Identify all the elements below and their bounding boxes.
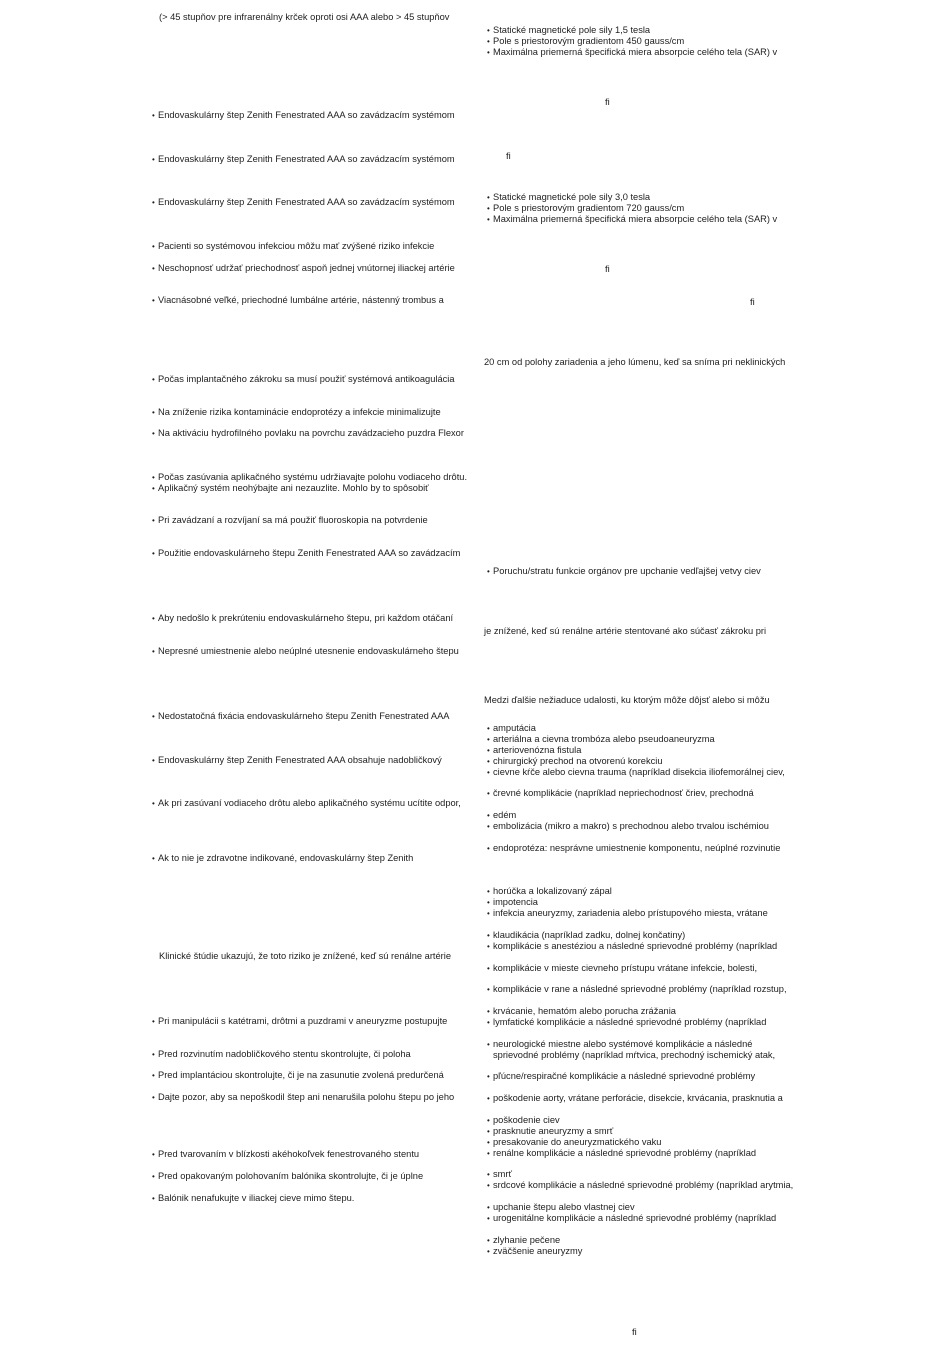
bullet-item: • Statické magnetické pole sily 3,0 tesla (487, 192, 650, 203)
bullet-item: • Pred opakovaným polohovaním balónika skontrolujte, či je úplne (152, 1171, 423, 1182)
bullet-item: • Endovaskulárny štep Zenith Fenestrated AAA so zavádzacím systémom (152, 197, 455, 208)
bullet-item: • urogenitálne komplikácie a následné sprievodné problémy (napríklad (487, 1213, 776, 1224)
bullet-item: • Pred tvarovaním v blízkosti akéhokoľvek fenestrovaného stentu (152, 1149, 419, 1160)
text-line: sprievodné problémy (napríklad mŕtvica, prechodný ischemický atak, (493, 1050, 776, 1060)
bullet-item: • Použitie endovaskulárneho štepu Zenith Fenestrated AAA so zavádzacím (152, 548, 460, 559)
bullet-item: • Endovaskulárny štep Zenith Fenestrated AAA so zavádzacím systémom (152, 154, 455, 165)
bullet-item: • horúčka a lokalizovaný zápal (487, 886, 612, 897)
bullet-item: • Balónik nenafukujte v iliackej cieve mimo štepu. (152, 1193, 354, 1204)
bullet-item: • Nepresné umiestnenie alebo neúplné utesnenie endovaskulárneho štepu (152, 646, 459, 657)
text-line: Medzi ďalšie nežiaduce udalosti, ku ktorým môže dôjsť alebo si môžu (484, 695, 770, 705)
bullet-item: • embolizácia (mikro a makro) s prechodnou alebo trvalou ischémiou (487, 821, 769, 832)
bullet-item: • Nedostatočná fixácia endovaskulárneho štepu Zenith Fenestrated AAA (152, 711, 450, 722)
bullet-item: • Na aktiváciu hydrofilného povlaku na povrchu zavádzacieho puzdra Flexor (152, 428, 464, 439)
bullet-item: • Pri zavádzaní a rozvíjaní sa má použiť fluoroskopia na potvrdenie (152, 515, 428, 526)
bullet-item: • krvácanie, hematóm alebo porucha zrážania (487, 1006, 676, 1017)
bullet-item: • arteriovenózna fistula (487, 745, 581, 756)
bullet-item: • zlyhanie pečene (487, 1235, 560, 1246)
bullet-item: • klaudikácia (napríklad zadku, dolnej končatiny) (487, 930, 685, 941)
bullet-item: • impotencia (487, 897, 538, 908)
ligature-glyph: fi (605, 264, 610, 275)
ligature-glyph: fi (506, 151, 511, 162)
bullet-item: • upchanie štepu alebo vlastnej ciev (487, 1202, 635, 1213)
bullet-item: • Viacnásobné veľké, priechodné lumbálne artérie, nástenný trombus a (152, 295, 444, 306)
ligature-glyph: fi (750, 297, 755, 308)
bullet-item: • komplikácie s anestéziou a následné sprievodné problémy (napríklad (487, 941, 777, 952)
bullet-item: • arteriálna a cievna trombóza alebo pseudoaneuryzma (487, 734, 715, 745)
bullet-item: • prasknutie aneuryzmy a smrť (487, 1126, 613, 1137)
bullet-item: • Poruchu/stratu funkcie orgánov pre upchanie vedľajšej vetvy ciev (487, 566, 761, 577)
bullet-item: • Pole s priestorovým gradientom 720 gauss/cm (487, 203, 684, 214)
text-line: (> 45 stupňov pre infrarenálny krček oproti osi AAA alebo > 45 stupňov (159, 12, 450, 22)
bullet-item: • Pred rozvinutím nadobličkového stentu skontrolujte, či poloha (152, 1049, 411, 1060)
bullet-item: • neurologické miestne alebo systémové komplikácie a následné (487, 1039, 752, 1050)
bullet-item: • endoprotéza: nesprávne umiestnenie komponentu, neúplné rozvinutie (487, 843, 780, 854)
bullet-item: • amputácia (487, 723, 536, 734)
bullet-item: • Aby nedošlo k prekrúteniu endovaskulárneho štepu, pri každom otáčaní (152, 613, 453, 624)
bullet-item: • Pred implantáciou skontrolujte, či je na zasunutie zvolená predurčená (152, 1070, 444, 1081)
bullet-item: • lymfatické komplikácie a následné sprievodné problémy (napríklad (487, 1017, 766, 1028)
bullet-item: • smrť (487, 1169, 512, 1180)
bullet-item: • renálne komplikácie a následné sprievodné problémy (napríklad (487, 1148, 756, 1159)
bullet-item: • zväčšenie aneuryzmy (487, 1246, 582, 1257)
bullet-item: • Endovaskulárny štep Zenith Fenestrated AAA so zavádzacím systémom (152, 110, 455, 121)
bullet-item: • Maximálna priemerná špecifická miera absorpcie celého tela (SAR) v (487, 214, 777, 225)
bullet-item: • Pole s priestorovým gradientom 450 gauss/cm (487, 36, 684, 47)
bullet-item: • Pri manipulácii s katétrami, drôtmi a puzdrami v aneuryzme postupujte (152, 1016, 447, 1027)
bullet-item: • Dajte pozor, aby sa nepoškodil štep ani nenarušila polohu štepu po jeho (152, 1092, 454, 1103)
bullet-item: • srdcové komplikácie a následné sprievodné problémy (napríklad arytmia, (487, 1180, 793, 1191)
text-line: 20 cm od polohy zariadenia a jeho lúmenu, keď sa sníma pri neklinických (484, 357, 786, 367)
bullet-item: • Ak pri zasúvaní vodiaceho drôtu alebo aplikačného systému ucítite odpor, (152, 798, 461, 809)
bullet-item: • poškodenie aorty, vrátane perforácie, disekcie, krvácania, prasknutia a (487, 1093, 783, 1104)
bullet-item: • Statické magnetické pole sily 1,5 tesla (487, 25, 650, 36)
bullet-item: • Aplikačný systém neohýbajte ani nezauzlite. Mohlo by to spôsobiť (152, 483, 429, 494)
bullet-item: • poškodenie ciev (487, 1115, 560, 1126)
bullet-item: • chirurgický prechod na otvorenú korekciu (487, 756, 663, 767)
bullet-item: • komplikácie v rane a následné sprievodné problémy (napríklad rozstup, (487, 984, 787, 995)
bullet-item: • infekcia aneuryzmy, zariadenia alebo prístupového miesta, vrátane (487, 908, 768, 919)
bullet-item: • Počas zasúvania aplikačného systému udržiavajte polohu vodiaceho drôtu. (152, 472, 467, 483)
bullet-item: • edém (487, 810, 516, 821)
bullet-item: • Na zníženie rizika kontaminácie endoprotézy a infekcie minimalizujte (152, 407, 441, 418)
text-line: je znížené, keď sú renálne artérie stentované ako súčasť zákroku pri (484, 626, 767, 636)
ligature-glyph: fi (632, 1327, 637, 1338)
text-line: Klinické štúdie ukazujú, že toto riziko je znížené, keď sú renálne artérie (159, 951, 452, 961)
bullet-item: • Neschopnosť udržať priechodnosť aspoň jednej vnútornej iliackej artérie (152, 263, 455, 274)
bullet-item: • presakovanie do aneuryzmatického vaku (487, 1137, 661, 1148)
bullet-item: • pľúcne/respiračné komplikácie a následné sprievodné problémy (487, 1071, 755, 1082)
bullet-item: • črevné komplikácie (napríklad nepriechodnosť čriev, prechodná (487, 788, 754, 799)
bullet-item: • komplikácie v mieste cievneho prístupu vrátane infekcie, bolesti, (487, 963, 757, 974)
ligature-glyph: fi (605, 97, 610, 108)
bullet-item: • Maximálna priemerná špecifická miera absorpcie celého tela (SAR) v (487, 47, 777, 58)
bullet-item: • Pacienti so systémovou infekciou môžu mať zvýšené riziko infekcie (152, 241, 434, 252)
bullet-item: • cievne kŕče alebo cievna trauma (napríklad disekcia iliofemorálnej ciev, (487, 767, 785, 778)
bullet-item: • Ak to nie je zdravotne indikované, endovaskulárny štep Zenith (152, 853, 413, 864)
bullet-item: • Počas implantačného zákroku sa musí použiť systémová antikoagulácia (152, 374, 455, 385)
bullet-item: • Endovaskulárny štep Zenith Fenestrated AAA obsahuje nadobličkový (152, 755, 442, 766)
